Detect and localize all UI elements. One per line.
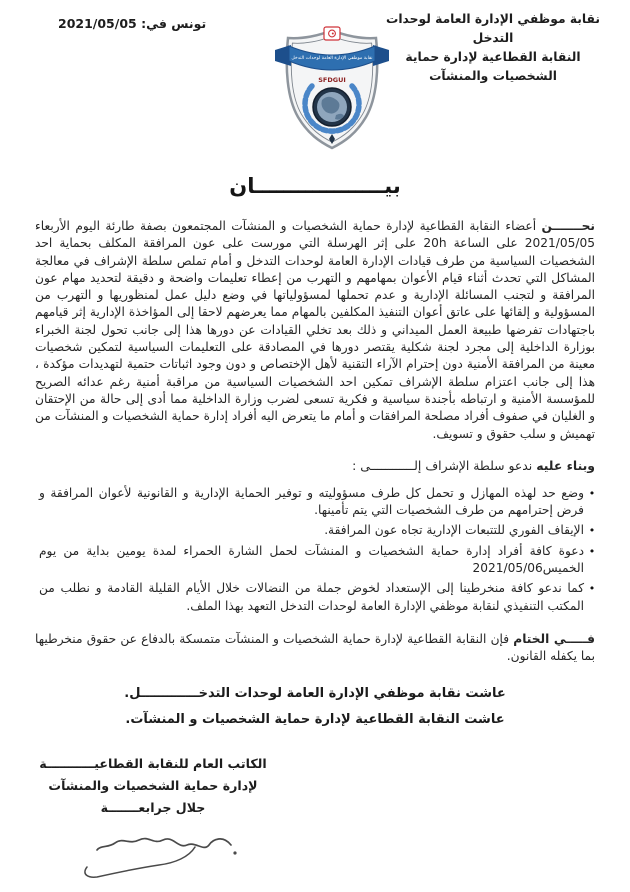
list-item-text: دعوة كافة أفراد إدارة حماية الشخصيات و المنشآت لحمل الشارة الحمراء لمدة يومين بداية من يوم الخميس2021/05/06 [39,543,584,576]
demands-list [35,485,600,615]
statement-title: بيــــــــــــــــــان [229,174,401,198]
closing-text: فإن النقابة القطاعية لإدارة حماية الشخصيات و المنشآت متمسكة بالدفاع عن حقوق منخرطيها بما يكفله القانون. [35,631,595,664]
bullet-icon: • [588,524,596,538]
slogan-line-1: عاشت نقابة موظفي الإدارة العامة لوحدات التدخـــــــــــــل. [124,685,506,701]
badge-acronym-text: SFDGUI [318,76,346,84]
date-line: تونس في: 2021/05/05 [58,16,207,31]
call-text: ندعو سلطة الإشراف إلــــــــــــى : [352,457,537,473]
org-name-block [374,10,612,86]
list-item-text: كما ندعو كافة منخرطينا إلى الإستعداد لخوض جملة من النضالات خلال الأيام القليلة القادمة و نطلب من المكتب التنفيذي لنقابة موظفي الإدارة العامة لوحدات التدخل التعهد بهذا الملف. [39,581,584,613]
bullet-icon: • [588,486,596,500]
document-header [0,0,630,158]
tunisia-flag-icon [324,27,340,40]
signer-name: جلال جرابعـــــــة [100,799,206,815]
org-name-line-1: نقابة موظفي الإدارة العامة لوحدات التدخل [385,12,601,45]
org-name-line-2: النقابة القطاعية لإدارة حماية [405,50,581,64]
union-badge-logo [272,20,392,152]
call-line [35,458,595,473]
ribbon-text: نقابة موظفي الإدارة العامة لوحدات التدخل [291,56,373,61]
closing-paragraph [35,631,595,666]
list-item [35,543,600,578]
closing-lead: فـــــي الختام [513,631,595,646]
org-name-line-3: الشخصيات والمنشآت [429,69,557,83]
call-lead: وبناء عليه [536,457,595,473]
bullet-icon: • [588,544,596,558]
list-item [35,580,600,615]
paragraph-lead: نحـــــــن [541,219,595,233]
slogan-line-2: عاشت النقابة القطاعية لإدارة حماية الشخصيات و المنشآت. [125,711,505,727]
list-item-text: وضع حد لهذه المهازل و تحمل كل طرف مسؤوليته و توفير الحماية الإدارية و القانونية لأعوان المرافقة و فرض إحترامهم من طرف الشخصيات التي يتم تأمينها. [39,485,584,518]
signer-title-line-2: لإدارة حماية الشخصيات والمنشآت [48,777,258,793]
list-item-text: الإيقاف الفوري للتتبعات الإدارية تجاه عون المرافقة. [324,523,584,538]
paragraph-text: أعضاء النقابة القطاعية لإدارة حماية الشخصيات و المنشآت المجتمعون بصفة طارئة اليوم الأربعاء 2021/05/05 على الساعة 20h على إثر الهرسلة التي مورست على عون المرافقة المكلف بحماية احد الشخصيات السياسية من طرف قيادات الإدارة العامة لوحدات التدخل و أمام تملص سلطة الإشراف في معالجة المشاكل التي تحدث أثناء قيام الأعوان بمهامهم و التهرب من إعطاء تعليمات واضحة و دقيقة لتحديد مهام عون المرافقة و لتجنب المسائلة الإدارية و عدم تحملها لمسؤولياتها في وضع دليل عمل لمنظوريها و التهرب من المسؤولية و إلقائها على عاتق أعوان التنفيذ المكلفين بالمهام مما يعرضهم لاحقا إلى المؤاخذة الإدارية إثر قيامهم باجتهادات تفرضها طبيعة العمل الميداني و ذلك بعد تخلي القيادات عن دورها هذا إلى جانب تحول لجنة الخبراء بوزارة الداخلية إلى مجرد لجنة شكلية يقتصر دورها في المصادقة على التعليمات السياسية لتمكين شخصيات معينة من المرافقة الأمنية دون إحترام الآراء التقنية لأهل الإختصاص و دون وجود اثباتات حتمية لتهديدات مؤكدة ، هذا إلى جانب اعتزام سلطة الإشراف تمكين احد الشخصيات السياسية من مراقبة أمنية رغم عدائه الصريح للمؤسسة الأمنية و ارتباطه بأجندة سياسية و فكرية تسعى لضرب وزارة الداخلية مما أدى إلى حالة من الإحتقان و الغليان في صفوف أفراد مصلحة المرافقات و أمام ما يتعرض اليه أفراد إدارة حماية الشخصيات و المنشآت من تهميش و سلب حقوق و تسويف. [35,219,595,441]
signature-block [28,753,278,879]
list-item [35,485,600,520]
handwritten-signature [63,823,243,879]
bullet-icon: • [588,582,596,596]
badge-shield-icon [272,20,392,152]
signer-title-line-1: الكاتب العام للنقابة القطاعيـــــــــــة [39,755,267,771]
list-item [35,522,600,539]
body-paragraph [35,218,595,443]
globe-emblem-icon [313,88,351,126]
